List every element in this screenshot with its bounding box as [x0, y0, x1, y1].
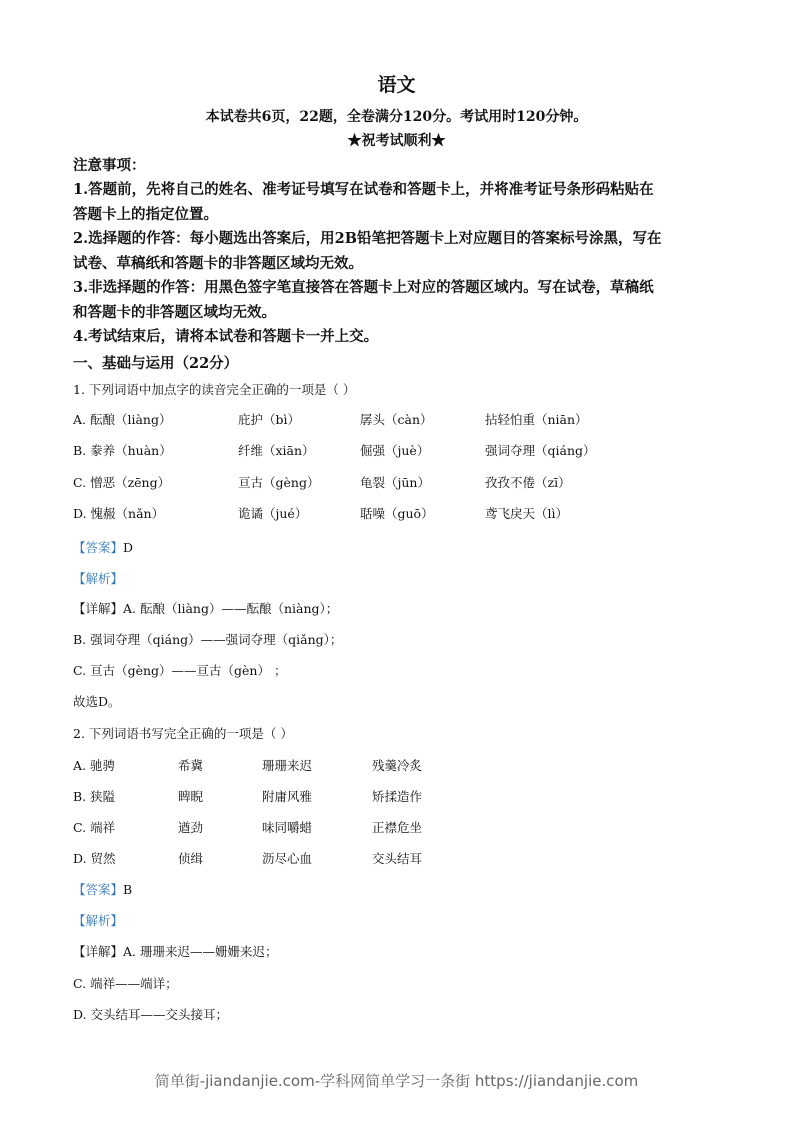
exam-info: 本试卷共6页，22题，全卷满分120分。考试用时120分钟。 — [205, 109, 588, 125]
notice-line: 3.非选择题的作答：用黑色签字笔直接答在答题卡上对应的答题区域内。写在试卷，草稿纸 — [73, 279, 654, 296]
q1-option-item: 鸢飞戾天（lì） — [485, 505, 568, 521]
notice-line: 1.答题前，先将自己的姓名、准考证号填写在试卷和答题卡上，并将准考证号条形码粘贴在 — [73, 181, 654, 198]
q1-option-item: 纤维（xiān） — [238, 443, 315, 459]
question-1-stem: 1. 下列词语中加点字的读音完全正确的一项是（ ） — [73, 382, 356, 397]
q2-detail-line: 【详解】A. 珊珊来迟——姗姗来迟； — [73, 944, 278, 959]
q1-detail-line: 故选D。 — [73, 694, 121, 709]
q1-option-item: D. 愧赧（nǎn） — [73, 505, 165, 521]
q1-option-item: 聒噪（guō） — [360, 505, 434, 521]
q2-option-item: 交头结耳 — [372, 851, 423, 866]
q2-option-item: A. 驰骋 — [73, 758, 115, 773]
q2-analysis-label: 【解析】 — [73, 913, 124, 928]
notice-line: 试卷、草稿纸和答题卡的非答题区域均无效。 — [73, 254, 363, 272]
q2-detail-line: D. 交头结耳——交头接耳； — [73, 1007, 229, 1022]
q1-option-item: 拈轻怕重（niān） — [485, 412, 588, 427]
q1-detail-line: C. 亘古（gèng）——亘古（gèn） ； — [73, 663, 287, 678]
q1-option-item: A. 酝酿（liàng） — [73, 412, 172, 427]
q1-option-item: 亘古（gèng） — [238, 474, 320, 490]
q1-detail-line: 【详解】A. 酝酿（liàng）——酝酿（niàng）； — [73, 601, 339, 616]
q1-option-item: 庇护（bì） — [238, 412, 300, 427]
question-2-stem: 2. 下列词语书写完全正确的一项是（ ） — [73, 726, 293, 741]
notice-line: 4.考试结束后，请将本试卷和答题卡一并上交。 — [73, 328, 379, 345]
q2-option-item: 侦缉 — [178, 851, 204, 866]
q1-analysis-label: 【解析】 — [73, 571, 124, 586]
q2-option-item: 沥尽心血 — [262, 851, 313, 866]
q2-option-item: 味同嚼蜡 — [262, 820, 313, 835]
q2-option-item: B. 狭隘 — [73, 789, 116, 804]
q2-option-item: 珊珊来迟 — [262, 758, 313, 773]
q2-option-item: 矫揉造作 — [372, 789, 423, 804]
q2-detail-line: C. 端祥——端详； — [73, 975, 178, 991]
q2-option-item: 残羹冷炙 — [372, 758, 423, 773]
q1-option-item: 强词夺理（qiáng） — [485, 443, 596, 459]
section-heading: 一、基础与运用（22分） — [73, 355, 239, 372]
footer-watermark: 简单街-jiandanjie.com-学科网简单学习一条街 https://jiandanjie.com — [154, 1072, 639, 1090]
q1-option-item: B. 豢养（huàn） — [73, 443, 172, 459]
q2-option-item: 正襟危坐 — [372, 820, 423, 835]
wish-line: ★祝考试顺利★ — [347, 133, 446, 149]
q2-option-item: C. 端祥 — [73, 820, 116, 835]
q2-option-item: 希冀 — [178, 758, 204, 773]
q1-option-item: 孜孜不倦（zī） — [485, 474, 571, 490]
notice-line: 2.选择题的作答：每小题选出答案后，用2B铅笔把答题卡上对应题目的答案标号涂黑，写在 — [73, 230, 662, 247]
q1-option-item: 诡谲（jué） — [238, 505, 308, 521]
page-title: 语文 — [377, 74, 416, 96]
q1-detail-line: B. 强词夺理（qiáng）——强词夺理（qiǎng）； — [73, 632, 343, 647]
q2-answer: 【答案】B — [73, 882, 133, 897]
q1-option-item: 龟裂（jūn） — [360, 474, 430, 490]
q2-option-item: D. 贸然 — [73, 851, 116, 866]
notice-heading: 注意事项： — [73, 157, 146, 174]
q1-answer: 【答案】D — [73, 540, 134, 555]
q2-option-item: 睥睨 — [178, 789, 204, 804]
q1-option-item: 倔强（juè） — [360, 443, 430, 459]
notice-line: 答题卡上的指定位置。 — [73, 205, 218, 223]
q1-option-item: C. 憎恶（zēng） — [73, 474, 171, 490]
q2-option-item: 附庸风雅 — [262, 789, 313, 804]
q2-option-item: 遒劲 — [178, 820, 204, 835]
notice-line: 和答题卡的非答题区域均无效。 — [73, 303, 276, 321]
q1-option-item: 孱头（càn） — [360, 412, 433, 427]
